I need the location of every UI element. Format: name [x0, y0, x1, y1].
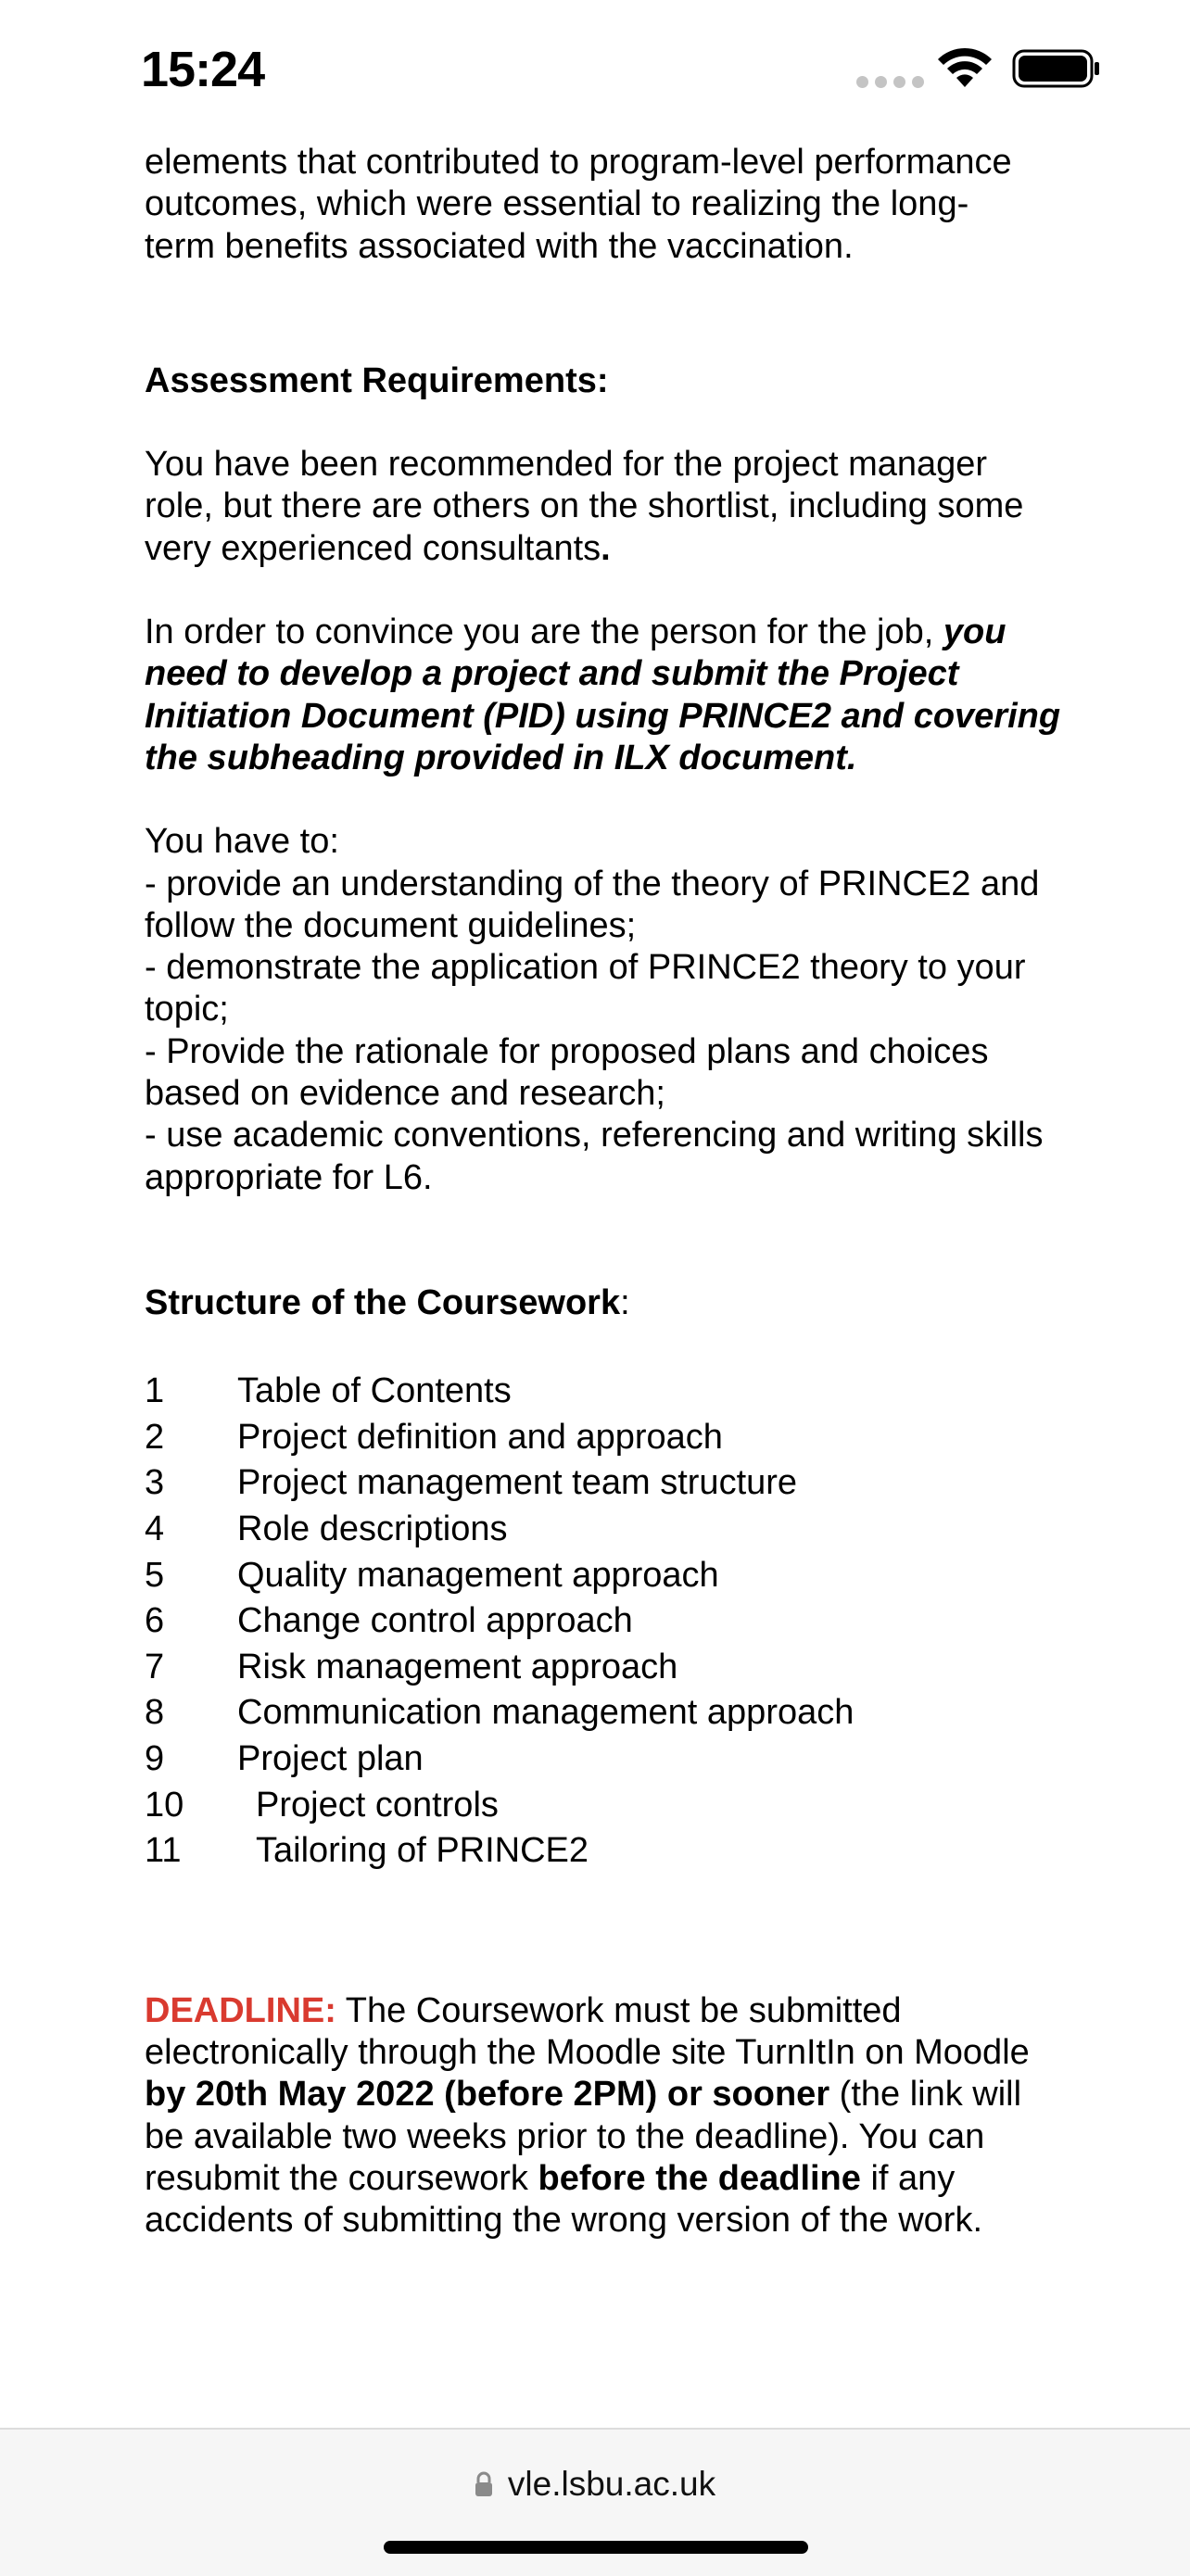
intro-line: elements that contributed to program-level performance [145, 143, 1012, 182]
list-item: 2 Project definition and approach [145, 1417, 723, 1457]
wifi-icon [936, 46, 994, 89]
bullet-item: - demonstrate the application of PRINCE2 theory to your topic; [145, 948, 1026, 1029]
order-paragraph: In order to convince you are the person for the job, you need to develop a project and submit the Project Initiation Document (PID) using PRINCE2 and covering the subheading provided in ILX document. [145, 612, 1061, 777]
status-time: 15:24 [141, 42, 265, 97]
list-item: 5 Quality management approach [145, 1555, 719, 1595]
bullet-item: - Provide the rationale for proposed plans and choices based on evidence and research; [145, 1031, 989, 1114]
deadline-label: DEADLINE: [145, 1990, 336, 2030]
have-to-label: You have to: [145, 822, 339, 862]
browser-bottom-bar [0, 2428, 1190, 2576]
home-indicator[interactable] [384, 2541, 808, 2554]
deadline-paragraph: DEADLINE: The Coursework must be submitted electronically through the Moodle site TurnItIn on Moodle by 20th May 2022 (before 2PM) or sooner (the link will be available two weeks prior to the deadline). You can resubmit the coursework before the deadline if any accidents of submitting the wrong version of the work. [145, 1990, 1030, 2241]
list-item: 10 Project controls [145, 1785, 499, 1825]
lock-icon [475, 2471, 493, 2497]
list-item: 9 Project plan [145, 1738, 424, 1778]
bullet-item: - provide an understanding of the theory of PRINCE2 and follow the document guidelines; [145, 864, 1040, 945]
list-item: 8 Communication management approach [145, 1693, 855, 1733]
address-bar[interactable] [0, 2465, 1190, 2504]
structure-heading: Structure of the Coursework: [145, 1282, 630, 1322]
status-bar [0, 0, 1190, 139]
signal-dots-icon [856, 76, 924, 88]
coursework-structure-list [145, 1369, 1062, 1875]
assessment-heading: Assessment Requirements: [145, 360, 609, 400]
list-item: 7 Risk management approach [145, 1647, 678, 1686]
intro-line: term benefits associated with the vaccination. [145, 226, 854, 266]
list-item: 1 Table of Contents [145, 1371, 512, 1411]
url-text: vle.lsbu.ac.uk [507, 2465, 716, 2503]
bullet-item: - use academic conventions, referencing and writing skills appropriate for L6. [145, 1116, 1044, 1197]
list-item: 4 Role descriptions [145, 1509, 508, 1549]
list-item: 6 Change control approach [145, 1601, 633, 1641]
recommended-paragraph: You have been recommended for the project manager role, but there are others on the shortlist, including some very experienced consultants. [145, 445, 1024, 568]
intro-line: outcomes, which were essential to realizing the long- [145, 184, 969, 224]
list-item: 3 Project management team structure [145, 1463, 798, 1503]
list-item: 11 Tailoring of PRINCE2 [145, 1831, 589, 1871]
battery-icon [1012, 48, 1101, 89]
document-content [145, 100, 1062, 2242]
